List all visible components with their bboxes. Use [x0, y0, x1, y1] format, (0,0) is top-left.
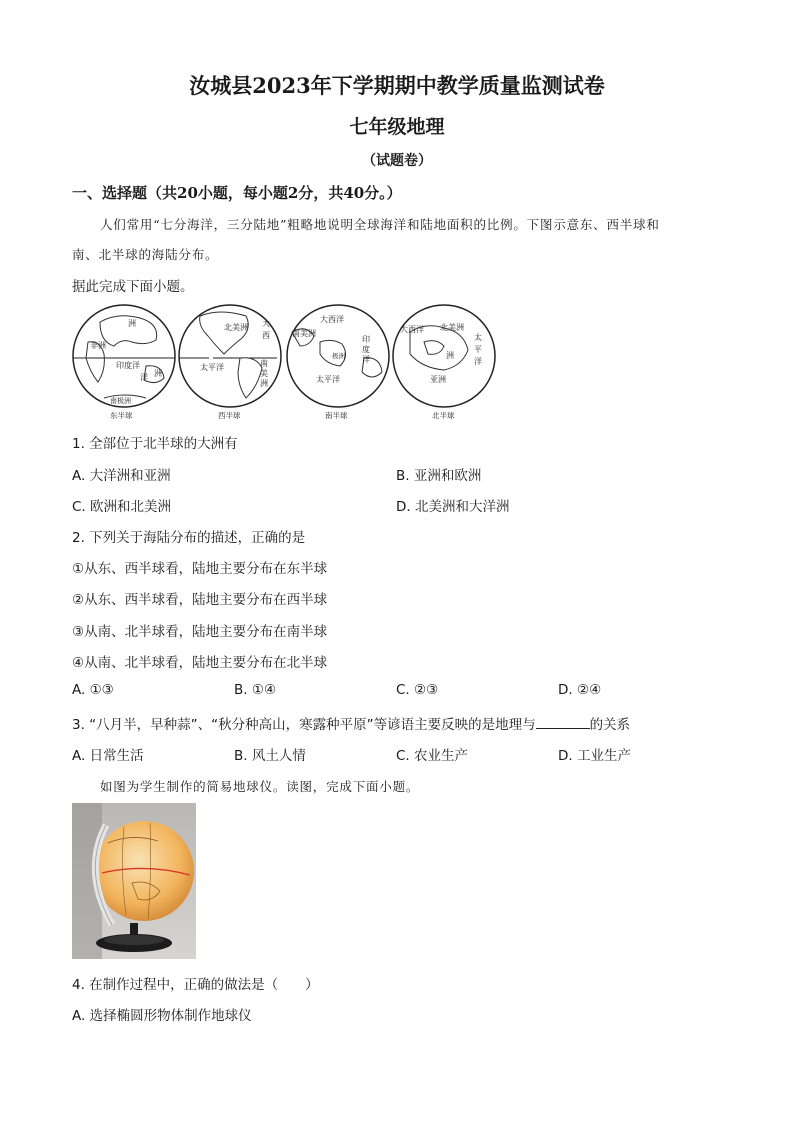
globe3-label: 南美洲: [292, 329, 316, 338]
q2-option-b[interactable]: B. ①④: [234, 682, 277, 698]
q1-stem: 1. 全部位于北半球的大洲有: [72, 436, 238, 452]
globe4-label: 太: [474, 333, 482, 342]
q2-statement-2: ②从东、西半球看，陆地主要分布在西半球: [72, 592, 328, 608]
globe3-label: 大西洋: [320, 315, 344, 324]
globe2-label: 太平洋: [200, 363, 224, 372]
globe2-label: 西: [262, 331, 270, 340]
globe3-label: 太平洋: [316, 375, 340, 384]
globe1-label: 印度洋: [116, 361, 140, 370]
globe4-label: 大西洋: [400, 325, 424, 334]
globe-east-hemisphere: [73, 305, 175, 420]
globe3-label: 印: [362, 335, 370, 344]
q3-stem-before: 3. “八月半，早种蒜”、“秋分种高山，寒露种平原”等谚语主要反映的是地理与: [72, 717, 536, 733]
section-heading: 一、选择题（共20小题，每小题2分，共40分。）: [72, 184, 402, 202]
globe1-label: 非洲: [90, 341, 106, 350]
globe-north-hemisphere: [393, 305, 495, 420]
exam-title: 汝城县2023年下学期期中教学质量监测试卷: [189, 73, 605, 98]
globe4-label: 洋: [474, 357, 482, 366]
globe2-caption: 西半球: [218, 411, 241, 420]
q2-statement-4: ④从南、北半球看，陆地主要分布在北半球: [72, 655, 328, 671]
paper-type-label: （试题卷）: [362, 153, 432, 169]
globe2-label: 北美洲: [224, 323, 248, 332]
q2-statement-3: ③从南、北半球看，陆地主要分布在南半球: [72, 624, 328, 640]
q1-option-d[interactable]: D. 北美洲和大洋洲: [396, 499, 510, 515]
q3-stem-after: 的关系: [589, 717, 631, 733]
globe2-label: 南: [260, 359, 268, 368]
globe4-caption: 北半球: [432, 411, 455, 420]
globe4-label: 平: [474, 345, 482, 354]
globe2-label: 大: [262, 319, 270, 328]
globe3-label: 洋: [362, 355, 370, 364]
q1-option-a[interactable]: A. 大洋洲和亚洲: [72, 468, 171, 484]
globe-model-photo: [72, 803, 196, 959]
q3-option-d[interactable]: D. 工业生产: [558, 748, 631, 764]
globe-south-hemisphere: [287, 305, 389, 420]
q2-option-a[interactable]: A. ①③: [72, 682, 114, 698]
intro-text-line2: 南、北半球的海陆分布。: [72, 247, 219, 262]
q3-stem: [72, 713, 630, 733]
globe-west-hemisphere: [179, 305, 281, 420]
globe1-label: 洲: [128, 319, 136, 328]
globe4-label: 北美洲: [440, 323, 464, 332]
globe1-label: 南极洲: [110, 397, 131, 405]
q4-option-a[interactable]: A. 选择椭圆形物体制作地球仪: [72, 1008, 252, 1024]
globe4-label: 亚洲: [430, 375, 446, 384]
globe3-caption: 南半球: [325, 411, 348, 420]
intro-text-line1: 人们常用“七分海洋，三分陆地”粗略地说明全球海洋和陆地面积的比例。下图示意东、西半球和: [100, 217, 660, 232]
globe2-label: 洲: [260, 379, 268, 388]
q3-option-a[interactable]: A. 日常生活: [72, 748, 144, 764]
q4-stem: 4. 在制作过程中，正确的做法是（ ）: [72, 977, 319, 993]
globe1-label: 洲: [154, 369, 162, 378]
globe4-label: 洲: [446, 351, 454, 360]
q2-stem: 2. 下列关于海陆分布的描述，正确的是: [72, 530, 306, 546]
q2-statement-1: ①从东、西半球看，陆地主要分布在东半球: [72, 561, 328, 577]
q3-blank: [536, 716, 590, 729]
q2-option-c[interactable]: C. ②③: [396, 682, 439, 698]
exam-subtitle: 七年级地理: [349, 116, 445, 138]
globe3-label: 度: [362, 345, 370, 354]
q1-option-b[interactable]: B. 亚洲和欧洲: [396, 468, 482, 484]
instruction-text: 据此完成下面小题。: [72, 279, 194, 295]
globe3-label: 极洲: [332, 352, 345, 360]
globe2-label: 美: [260, 369, 268, 378]
q1-option-c[interactable]: C. 欧洲和北美洲: [72, 499, 172, 515]
q3-option-b[interactable]: B. 风土人情: [234, 748, 306, 764]
globe1-label: 洋: [140, 373, 148, 382]
globe1-caption: 东半球: [110, 411, 133, 420]
q3-option-c[interactable]: C. 农业生产: [396, 748, 469, 764]
hemisphere-maps-figure: [70, 302, 500, 424]
globe-intro-text: 如图为学生制作的简易地球仪。读图，完成下面小题。: [100, 779, 420, 794]
q2-option-d[interactable]: D. ②④: [558, 682, 602, 698]
